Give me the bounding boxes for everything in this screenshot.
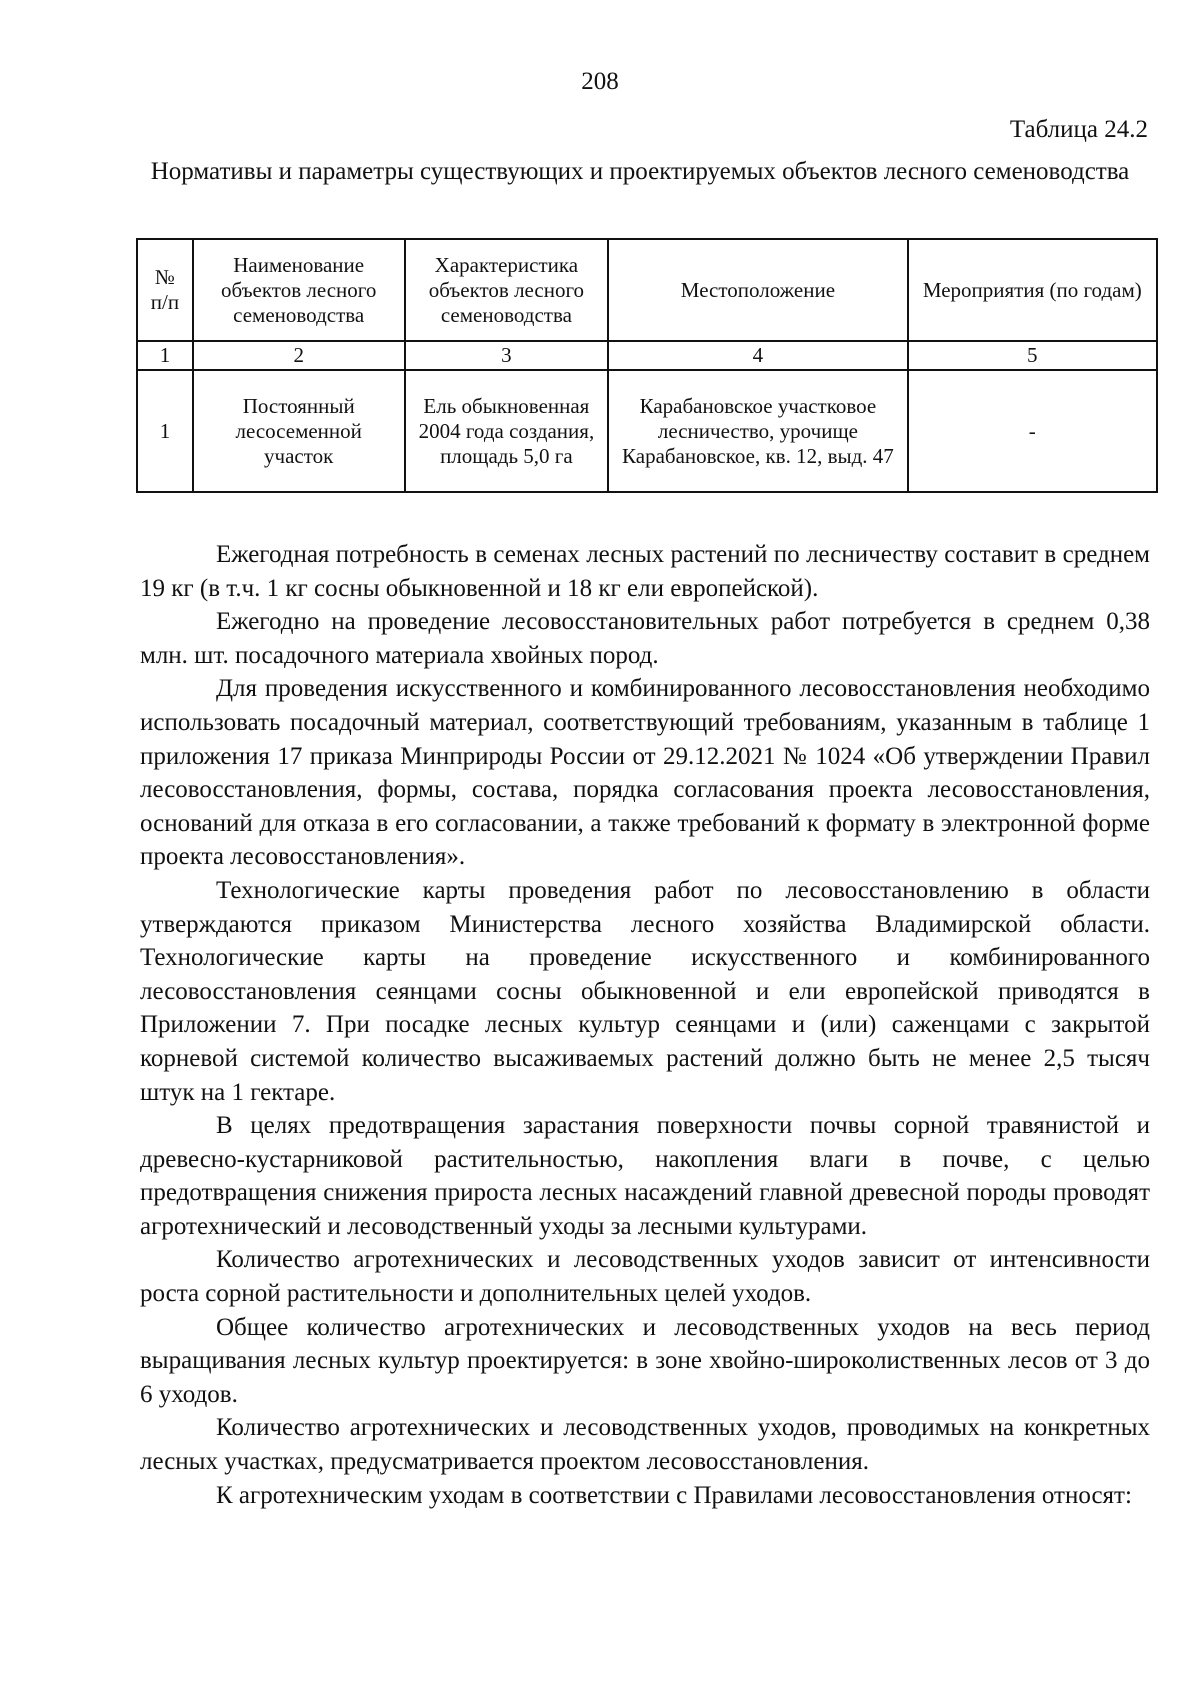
column-number: 4 (608, 341, 907, 370)
paragraph: Ежегодная потребность в семенах лесных растений по лесничеству составит в среднем 19 кг (в т.ч. 1 кг сосны обыкновенной и 18 кг ели европейской). (140, 541, 1150, 602)
column-number: 2 (193, 341, 405, 370)
table-caption: Таблица 24.2 (1009, 116, 1148, 143)
header-cell: Местоположение (608, 239, 907, 341)
page-number: 208 (581, 68, 619, 95)
body-text (140, 538, 1150, 1512)
seed-objects-table (136, 238, 1158, 493)
paragraph: К агротехническим уходам в соответствии с Правилами лесовосстановления относят: (216, 1481, 1132, 1509)
table-header-row (137, 239, 1157, 341)
column-number-row (137, 341, 1157, 370)
header-cell: № п/п (137, 239, 193, 341)
table-cell: - (908, 370, 1157, 492)
paragraph: Для проведения искусственного и комбинированного лесовосстановления необходимо использовать посадочный материал, соответствующий требованиям, указанным в таблице 1 приложения 17 приказа Минприроды России от 29.12.2021 № 1024 «Об утверждении Правил лесовосстановления, формы, состава, порядка согласования проекта лесовосстановления, оснований для отказа в его согласовании, а также требований к формату в электронной форме проекта лесовосстановления». (140, 675, 1150, 871)
paragraph: Ежегодно на проведение лесовосстановительных работ потребуется в среднем 0,38 млн. шт. посадочного материала хвойных пород. (140, 608, 1150, 669)
table-cell: Ель обыкновенная 2004 года создания, площадь 5,0 га (405, 370, 609, 492)
column-number: 5 (908, 341, 1157, 370)
table-cell: Постоянный лесосеменной участок (193, 370, 405, 492)
header-cell: Характеристика объектов лесного семеноводства (405, 239, 609, 341)
header-cell: Наименование объектов лесного семеноводства (193, 239, 405, 341)
table-row (137, 370, 1157, 492)
column-number: 3 (405, 341, 609, 370)
table-title: Нормативы и параметры существующих и проектируемых объектов лесного семеноводства (150, 158, 1130, 185)
paragraph: Количество агротехнических и лесоводственных уходов, проводимых на конкретных лесных участках, предусматривается проектом лесовосстановления. (140, 1414, 1150, 1476)
paragraph: Общее количество агротехнических и лесоводственных уходов на весь период выращивания лесных культур проектируется: в зоне хвойно-широколиственных лесов от 3 до 6 уходов. (140, 1313, 1150, 1408)
table-cell: Карабановское участковое лесничество, урочище Карабановское, кв. 12, выд. 47 (608, 370, 907, 492)
paragraph: Количество агротехнических и лесоводственных уходов зависит от интенсивности роста сорной растительности и дополнительных целей уходов. (140, 1246, 1150, 1308)
column-number: 1 (137, 341, 193, 370)
header-cell: Мероприятия (по годам) (908, 239, 1157, 341)
paragraph: Технологические карты проведения работ по лесовосстановлению в области утверждаются приказом Министерства лесного хозяйства Владимирской области. Технологические карты на проведение искусственного и комбинированного лесовосстановления сеянцами сосны обыкновенной и ели европейской приводятся в Приложении 7. При посадке лесных культур сеянцами и (или) саженцами с закрытой корневой системой количество высаживаемых растений должно быть не менее 2,5 тысяч штук на 1 гектаре. (140, 876, 1150, 1106)
table-cell: 1 (137, 370, 193, 492)
paragraph: В целях предотвращения зарастания поверхности почвы сорной травянистой и древесно-кустарниковой растительностью, накопления влаги в почве, с целью предотвращения снижения прироста лесных насаждений главной древесной породы проводят агротехнический и лесоводственный уходы за лесными культурами. (140, 1112, 1150, 1240)
